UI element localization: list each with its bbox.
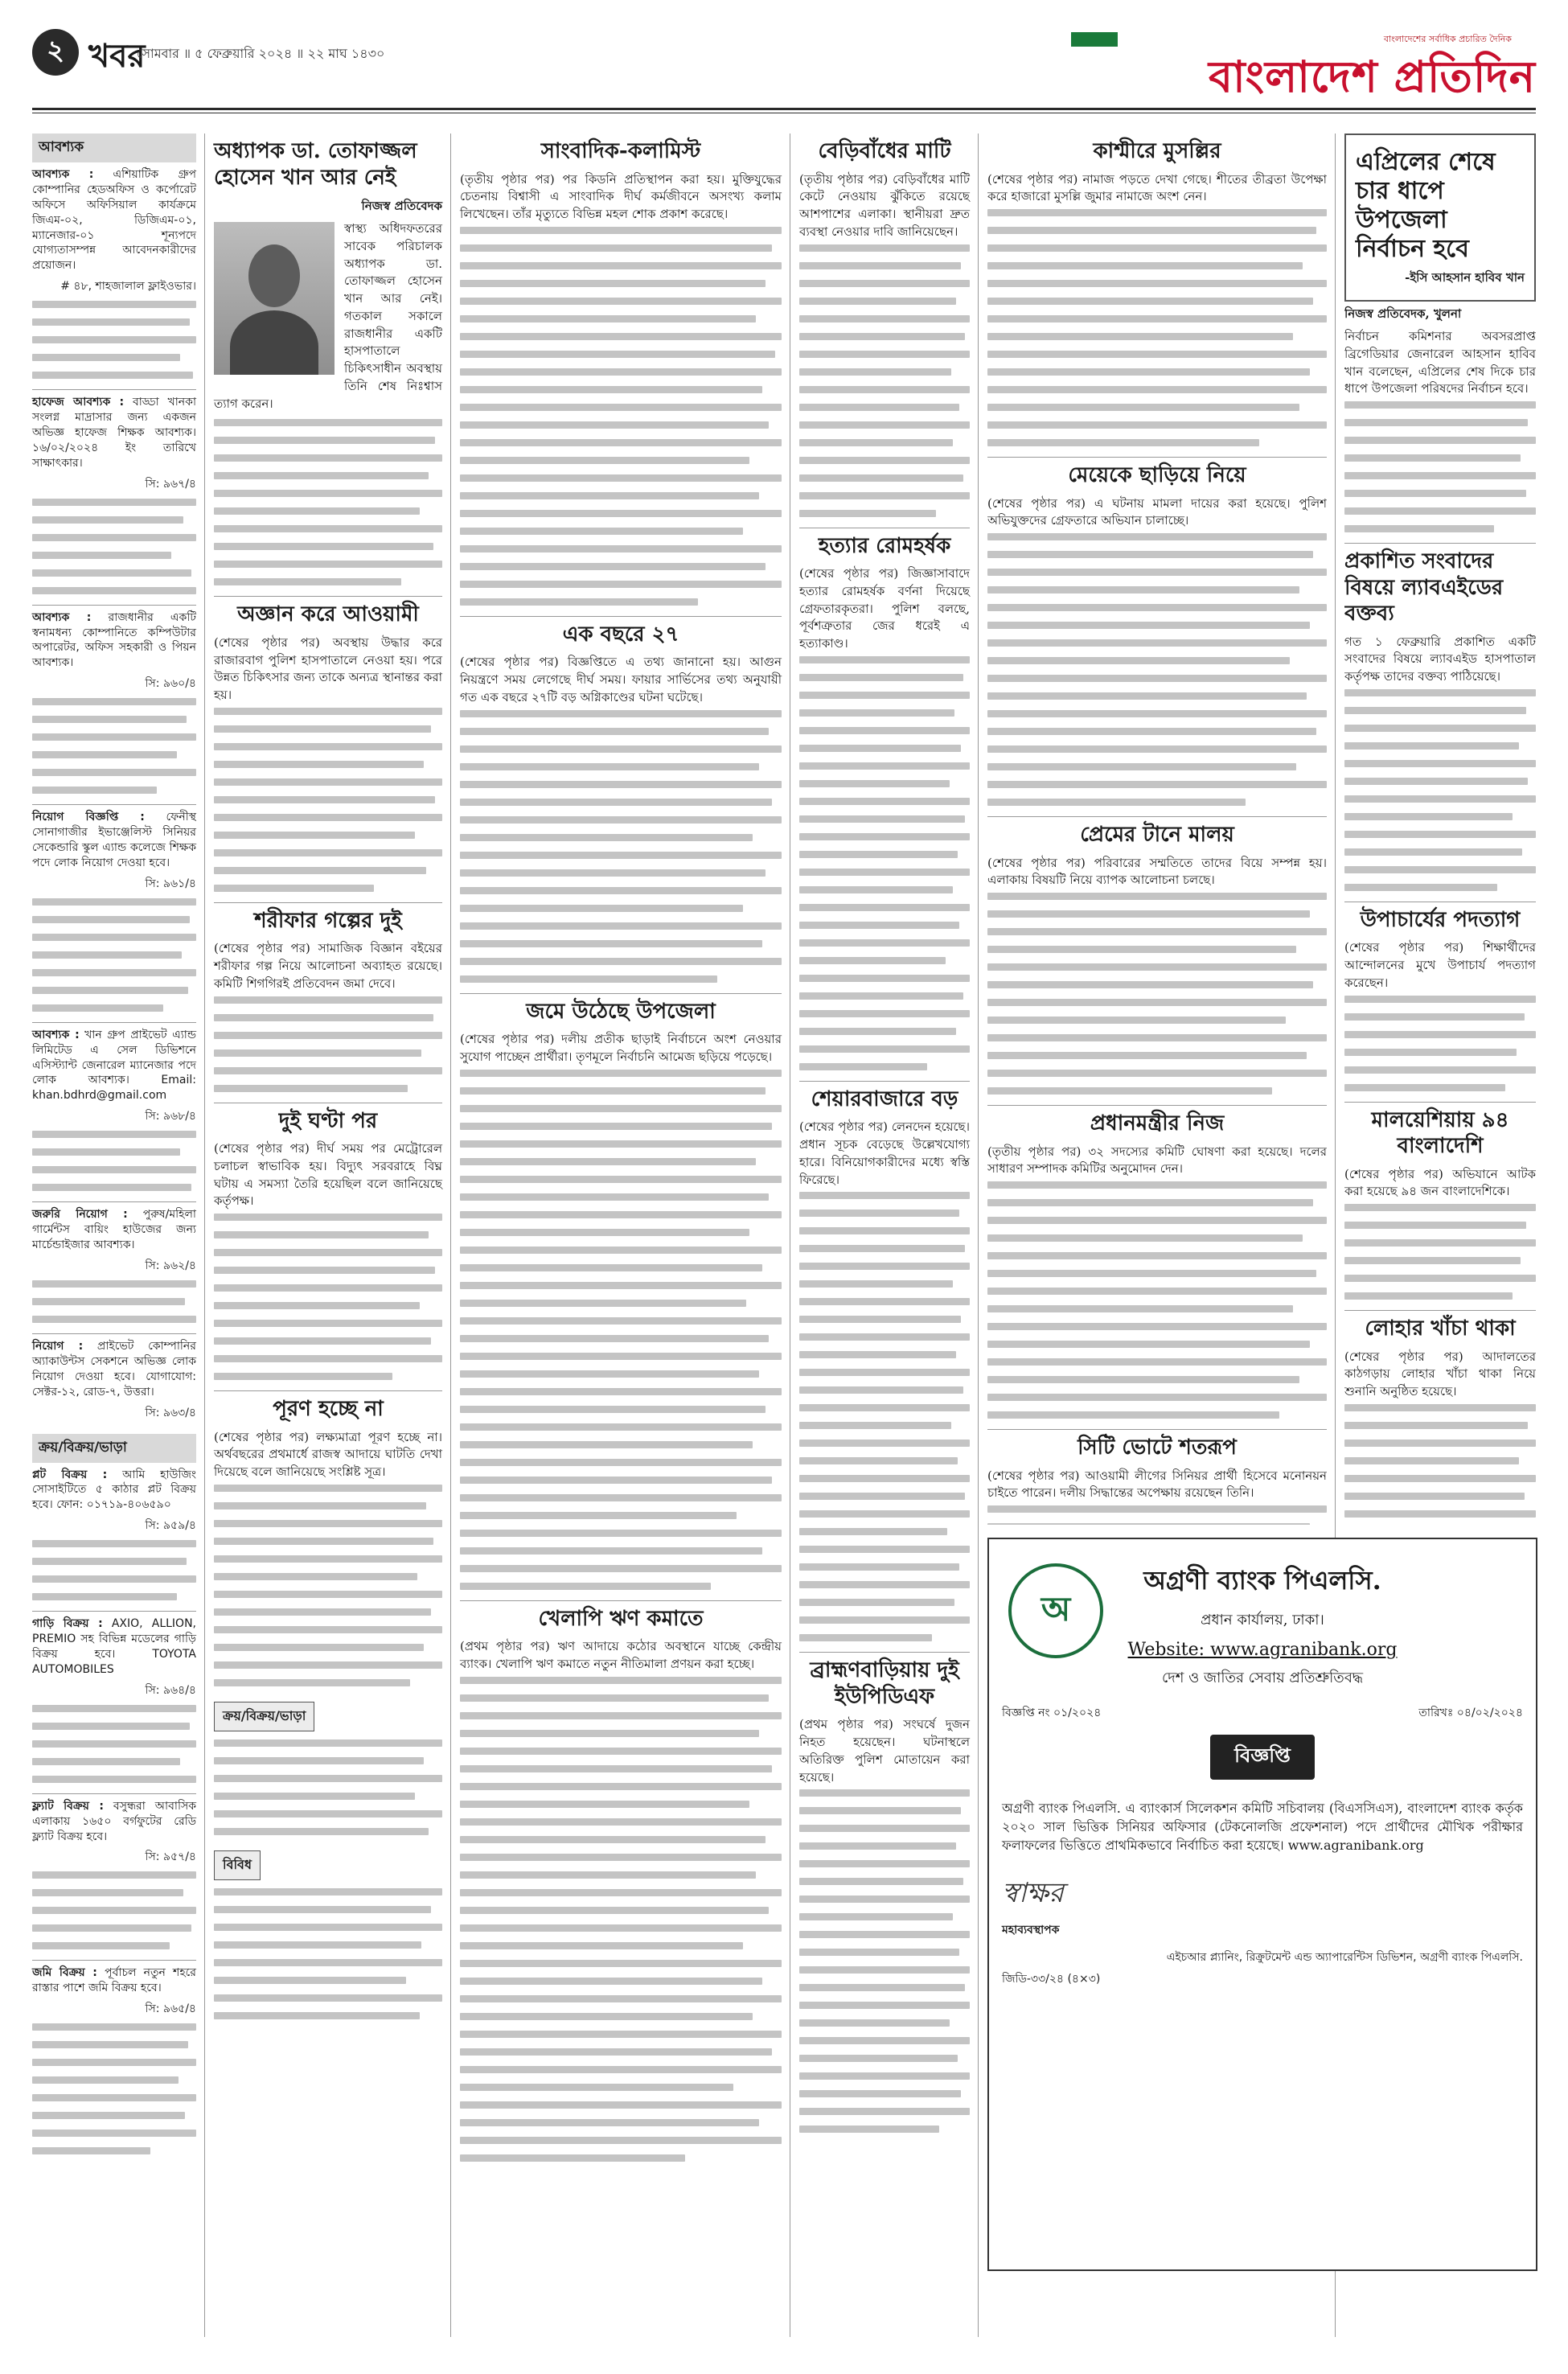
story-paragraph: (শেষের পৃষ্ঠার পর) পরিবারের সম্মতিতে তাদের বিয়ে সম্পন্ন হয়। এলাকায় বিষয়টি নিয়ে ব্যাপক আলোচনা চলছে। xyxy=(987,855,1327,888)
news-story xyxy=(214,1396,442,1686)
mini-section-title: বিবিধ xyxy=(214,1850,261,1880)
news-story xyxy=(214,1108,442,1381)
story-headline[interactable]: সাংবাদিক-কলামিস্ট xyxy=(540,139,701,163)
story-paragraph: (শেষের পৃষ্ঠার পর) দীর্ঘ সময় পর মেট্রোরেল চলাচল স্বাভাবিক হয়। বিদ্যুৎ সরবরাহে বিঘ্ন ঘটায় এ সমস্যা তৈরি হয়েছিল বলে জানিয়েছে কর্তৃপক্ষ। xyxy=(214,1141,442,1209)
news-story xyxy=(460,138,782,606)
ad-text: পুরুষ/মহিলা গার্মেন্টস বায়িং হাউজের জন্য মার্চেন্ডাইজার আবশ্যক। xyxy=(32,1208,196,1252)
story-paragraph: (শেষের পৃষ্ঠার পর) এ ঘটনায় মামলা দায়ের করা হয়েছে। পুলিশ অভিযুক্তদের গ্রেফতারে অভিযান চালাচ্ছে। xyxy=(987,495,1327,528)
ad-label: প্লট বিক্রয় : xyxy=(32,1468,108,1481)
notice-date: তারিখঃ ০৪/০২/২০২৪ xyxy=(1418,1707,1523,1719)
signer-office: এইচআর প্ল্যানিং, রিক্রুটমেন্ট এন্ড অ্যাপারেন্টিস ডিভিশন, অগ্রণী ব্যাংক পিএলসি. xyxy=(1166,1950,1523,1964)
news-story xyxy=(987,1435,1327,1525)
classified-ad xyxy=(32,395,196,594)
news-story xyxy=(1344,548,1536,891)
story-headline[interactable]: হত্যার রোমহর্ষক xyxy=(818,533,951,558)
story-paragraph: (শেষের পৃষ্ঠার পর) শিক্ষার্থীদের আন্দোলনের মুখে উপাচার্য পদত্যাগ করেছেন। xyxy=(1344,940,1536,990)
ad-contact: # ৪৮, শাহজালাল ফ্লাইওভার। xyxy=(60,280,196,294)
classified-ad xyxy=(32,1207,196,1323)
masthead xyxy=(32,29,1536,124)
news-story xyxy=(799,138,970,517)
story-paragraph: (তৃতীয় পৃষ্ঠার পর) বেড়িবাঁধের মাটি কেটে নেওয়ায় ঝুঁকিতে রয়েছে আশপাশের এলাকা। স্থানীয়রা দ্রুত ব্যবস্থা নেওয়ার দাবি জানিয়েছেন। xyxy=(799,171,970,239)
notice-body: অগ্রণী ব্যাংক পিএলসি. এ ব্যাংকার্স সিলেকশন কমিটি সচিবালয় (বিএসসিএস), বাংলাদেশ ব্যাংক কর্তৃক ২০২০ সাল ভিত্তিক সিনিয়র অফিসার (টেকনোলজি প্রফেশনাল) পদে প্রার্থীদের মৌখিক পরীক্ষার ফলাফলের ভিত্তিতে প্রাথমিকভাবে নির্বাচিত করা হয়েছে। www.agranibank.org xyxy=(1002,1800,1523,1853)
ad-code: জিডি-৩৩/২৪ (৪×৩) xyxy=(1002,1973,1101,1986)
story-paragraph: (শেষের পৃষ্ঠার পর) দলীয় প্রতীক ছাড়াই নির্বাচনে অংশ নেওয়ার সুযোগ পাচ্ছেন প্রার্থীরা। তৃণমূলে নির্বাচনি আমেজ ছড়িয়ে পড়েছে। xyxy=(460,1032,782,1064)
ad-label: আবশ্যক : xyxy=(32,610,92,624)
ad-contact: সি: ৯৬০/৪ xyxy=(145,677,196,691)
story-headline[interactable]: বেড়িবাঁধের মাটি xyxy=(818,139,951,163)
signer-title: মহাব্যবস্থাপক xyxy=(1002,1924,1060,1937)
story-headline[interactable]: পূরণ হচ্ছে না xyxy=(273,1397,384,1421)
header-rule xyxy=(32,108,1536,110)
classified-ad xyxy=(32,1028,196,1191)
news-column-2 xyxy=(214,133,442,2030)
classifieds-column xyxy=(32,133,196,2165)
story-headline[interactable]: শরীফার গল্পের দুই xyxy=(254,908,402,933)
classified-ad xyxy=(32,1616,196,1783)
news-story xyxy=(799,1086,970,1642)
news-story xyxy=(987,822,1327,1095)
notice-badge: বিজ্ঞপ্তি xyxy=(1210,1735,1315,1780)
ad-label: আবশ্যক : xyxy=(32,168,94,181)
story-headline[interactable]: প্রধানমন্ত্রীর নিজ xyxy=(1090,1111,1225,1136)
bank-name: অগ্রণী ব্যাংক পিএলসি. xyxy=(1143,1565,1381,1596)
classified-ad xyxy=(32,610,196,795)
story-headline[interactable]: প্রকাশিত সংবাদের বিষয়ে ল্যাবএইডের বক্তব্য xyxy=(1344,549,1504,626)
classified-ad xyxy=(32,1965,196,2154)
classified-ad xyxy=(32,1339,196,1423)
story-paragraph: (তৃতীয় পৃষ্ঠার পর) পর কিডনি প্রতিস্থাপন করা হয়। মুক্তিযুদ্ধের চেতনায় বিশ্বাসী এ সাংবাদিক দীর্ঘ কর্মজীবনে অসংখ্য কলাম লিখেছেন। তাঁর মৃত্যুতে বিভিন্ন মহল শোক প্রকাশ করেছে। xyxy=(460,171,782,221)
news-story xyxy=(799,1657,970,2133)
ad-contact: সি: ৯৬৪/৪ xyxy=(145,1683,196,1697)
story-headline[interactable]: লোহার খাঁচা থাকা xyxy=(1365,1316,1516,1341)
ad-label: নিয়োগ বিজ্ঞপ্তি : xyxy=(32,811,145,824)
news-story xyxy=(1344,907,1536,1091)
story-paragraph: (শেষের পৃষ্ঠার পর) লেনদেন হয়েছে। প্রধান সূচক বেড়েছে উল্লেখযোগ্য হারে। বিনিয়োগকারীদের মধ্যে স্বস্তি ফিরেছে। xyxy=(799,1119,970,1187)
ad-text: AXIO, ALLION, PREMIO সহ বিভিন্ন মডেলের গাড়ি বিক্রয় হবে। TOYOTA AUTOMOBILES xyxy=(32,1617,196,1676)
logo-mark-icon xyxy=(1071,32,1118,47)
story-paragraph: (শেষের পৃষ্ঠার পর) সামাজিক বিজ্ঞান বইয়ের শরীফার গল্প নিয়ে আলোচনা অব্যাহত রয়েছে। কমিটি শিগগিরই প্রতিবেদন জমা দেবে। xyxy=(214,941,442,991)
news-story xyxy=(987,138,1327,446)
classified-ad xyxy=(32,810,196,1012)
story-paragraph: (শেষের পৃষ্ঠার পর) আদালতের কাঠগড়ায় লোহার খাঁচা থাকা নিয়ে শুনানি অনুষ্ঠিত হয়েছে। xyxy=(1344,1349,1536,1399)
news-column-3 xyxy=(460,133,782,2172)
logo-tagline: বাংলাদেশের সর্বাধিক প্রচারিত দৈনিক xyxy=(1383,34,1512,44)
column-divider xyxy=(204,133,205,2337)
news-story xyxy=(987,1111,1327,1419)
ad-text: পূর্বাচল নতুন শহরে রাস্তার পাশে জমি বিক্রয় হবে। xyxy=(32,1966,196,1995)
news-story xyxy=(987,462,1327,806)
bank-office: প্রধান কার্যালয়, ঢাকা। xyxy=(1201,1612,1324,1629)
story-headline[interactable]: সিটি ভোটে শতরূপ xyxy=(1077,1435,1237,1460)
story-headline[interactable]: মেয়েকে ছাড়িয়ে নিয়ে xyxy=(1068,463,1246,487)
ad-text: বসুন্ধরা আবাসিক এলাকায় ১৬৫০ বর্গফুটের রেডি ফ্ল্যাট বিক্রয় হবে। xyxy=(32,1799,197,1843)
story-headline[interactable]: দুই ঘণ্টা পর xyxy=(278,1108,378,1133)
story-paragraph: (প্রথম পৃষ্ঠার পর) ঋণ আদায়ে কঠোর অবস্থানে যাচ্ছে কেন্দ্রীয় ব্যাংক। খেলাপি ঋণ কমাতে নতুন নীতিমালা প্রণয়ন করা হচ্ছে। xyxy=(460,1639,782,1671)
story-paragraph: (শেষের পৃষ্ঠার পর) নামাজ পড়তে দেখা গেছে। শীতের তীব্রতা উপেক্ষা করে হাজারো মুসল্লি জুমার নামাজে অংশ নেন। xyxy=(987,171,1327,204)
story-headline[interactable]: এক বছরে ২৭ xyxy=(562,622,679,647)
newspaper-logo[interactable]: বাংলাদেশ প্রতিদিন xyxy=(1209,51,1536,102)
story-paragraph: (প্রথম পৃষ্ঠার পর) সংঘর্ষে দুজন নিহত হয়েছেন। ঘটনাস্থলে অতিরিক্ত পুলিশ মোতায়েন করা হয়েছে। xyxy=(799,1717,970,1785)
mini-section-title: ক্রয়/বিক্রয়/ভাড়া xyxy=(214,1702,314,1731)
ad-label: জমি বিক্রয় : xyxy=(32,1966,97,1980)
news-story xyxy=(460,622,782,983)
story-headline[interactable]: মালয়েশিয়ায় ৯৪ বাংলাদেশি xyxy=(1371,1107,1509,1158)
ad-label: জরুরি নিয়োগ : xyxy=(32,1208,128,1222)
news-column-6 xyxy=(1344,133,1536,1525)
section-name: খবর xyxy=(88,38,146,75)
signature: স্বাক্ষর xyxy=(1002,1877,1064,1910)
classified-ad xyxy=(32,167,196,379)
page-number: ২ xyxy=(32,29,79,76)
ad-contact: সি: ৯৬৩/৪ xyxy=(145,1406,196,1419)
classified-ad xyxy=(32,1799,196,1950)
column-divider xyxy=(978,133,979,2337)
ad-contact: সি: ৯৬৮/৪ xyxy=(145,1110,196,1123)
ad-text: বাড্ডা খানকা সংলগ্ন মাদ্রাসার জন্য একজন অভিজ্ঞ হাফেজ শিক্ষক আবশ্যক। ১৬/০২/২০২৪ ইং তারিখে সাক্ষাৎকার। xyxy=(32,396,196,470)
featured-story-box xyxy=(1344,133,1536,302)
news-story xyxy=(214,908,442,1092)
date-line: সোমবার ॥ ৫ ফেব্রুয়ারি ২০২৪ ॥ ২২ মাঘ ১৪৩০ xyxy=(137,46,385,61)
bank-slogan: দেশ ও জাতির সেবায় প্রতিশ্রুতিবদ্ধ xyxy=(1161,1670,1364,1686)
story-paragraph: স্বাস্থ্য অধিদফতরের সাবেক পরিচালক অধ্যাপক ডা. তোফাজ্জল হোসেন খান আর নেই। গতকাল সকালে রাজধানীর একটি হাসপাতালে চিকিৎসাধীন অবস্থায় তিনি শেষ নিঃশ্বাস ত্যাগ করেন। xyxy=(214,221,442,411)
ad-text: প্রাইভেট কোম্পানির অ্যাকাউন্টস সেকশনে অভিজ্ঞ লোক নিয়োগ দেওয়া হবে। যোগাযোগ: সেক্টর-১২, রোড-৭, উত্তরা। xyxy=(32,1339,196,1399)
notice-ref: বিজ্ঞপ্তি নং ০১/২০২৪ xyxy=(1002,1707,1102,1719)
ad-contact: সি: ৯৬১/৪ xyxy=(145,877,196,890)
ad-text: ফেনীস্থ সোনাগাজীর ইভাঞ্জেলিস্ট সিনিয়র সেকেন্ডারি স্কুল এ্যান্ড কলেজে শিক্ষক পদে লোক নিয়োগ দেওয়া হবে। xyxy=(32,811,196,869)
story-headline[interactable]: উপাচার্যের পদত্যাগ xyxy=(1360,907,1521,932)
story-headline[interactable]: শেয়ারবাজারে বড় xyxy=(811,1086,958,1111)
story-paragraph: নির্বাচন কমিশনার অবসরপ্রাপ্ত ব্রিগেডিয়ার জেনারেল আহসান হাবিব খান বলেছেন, এপ্রিলের শেষ দিকে চার ধাপে উপজেলা পরিষদের নির্বাচন হবে। xyxy=(1344,329,1536,396)
agrani-bank-logo-icon: অ xyxy=(1008,1563,1103,1658)
news-story xyxy=(460,999,782,1590)
news-column-4 xyxy=(799,133,970,2143)
ad-text: রাজধানীর একটি স্বনামধন্য কোম্পানিতে কম্পিউটার অপারেটর, অফিস সহকারী ও পিয়ন আবশ্যক। xyxy=(32,610,196,670)
ad-contact: সি: ৯৫৭/৪ xyxy=(145,1850,196,1864)
story-headline[interactable]: ব্রাহ্মণবাড়িয়ায় দুই ইউপিডিএফ xyxy=(810,1658,959,1709)
ad-contact: সি: ৯৫৯/৪ xyxy=(145,1519,196,1533)
story-headline[interactable]: জমে উঠেছে উপজেলা xyxy=(526,999,716,1024)
story-headline[interactable]: এপ্রিলের শেষে চার ধাপে উপজেলা নির্বাচন হবে xyxy=(1356,148,1496,263)
bank-website-link[interactable]: Website: www.agranibank.org xyxy=(1127,1640,1398,1660)
story-headline[interactable]: অজ্ঞান করে আওয়ামী xyxy=(237,602,419,627)
classified-section-title: আবশ্যক xyxy=(32,133,196,162)
story-paragraph: (শেষের পৃষ্ঠার পর) অবস্থায় উদ্ধার করে রাজারবাগ পুলিশ হাসপাতালে নেওয়া হয়। পরে উন্নত চিকিৎসার জন্য তাকে অন্যত্র স্থানান্তর করা হয়। xyxy=(214,635,442,702)
story-paragraph: (শেষের পৃষ্ঠার পর) জিজ্ঞাসাবাদে হত্যার রোমহর্ষক বর্ণনা দিয়েছে গ্রেফতারকৃতরা। পুলিশ বলছে, পূর্বশত্রুতার জের ধরেই এ হত্যাকাণ্ড। xyxy=(799,566,970,651)
story-paragraph: (শেষের পৃষ্ঠার পর) বিজ্ঞপ্তিতে এ তথ্য জানানো হয়। আগুন নিয়ন্ত্রণে সময় লেগেছে দীর্ঘ সময়। ফায়ার সার্ভিসের তথ্য অনুযায়ী গত এক বছরে ২৭টি বড় অগ্নিকাণ্ডের ঘটনা ঘটেছে। xyxy=(460,655,782,704)
ad-label: আবশ্যক : xyxy=(32,1028,80,1041)
ad-text: আমি হাউজিং সোসাইটিতে ৫ কাঠার প্লট বিক্রয় হবে। ফোন: ০১৭১৯-৪০৬৫৯০ xyxy=(32,1468,196,1512)
ad-label: হাফেজ আবশ্যক : xyxy=(32,396,125,409)
classified-section-title: ক্রয়/বিক্রয়/ভাড়া xyxy=(32,1434,196,1463)
story-paragraph: (শেষের পৃষ্ঠার পর) আওয়ামী লীগের সিনিয়র প্রার্থী হিসেবে মনোনয়ন চাইতে পারেন। দলীয় সিদ্ধান্তের অপেক্ষায় রয়েছেন তিনি। xyxy=(987,1468,1327,1501)
story-paragraph: (শেষের পৃষ্ঠার পর) লক্ষ্যমাত্রা পূরণ হচ্ছে না। অর্থবছরের প্রথমার্ধে রাজস্ব আদায়ে ঘাটতি দেখা দিয়েছে বলে জানিয়েছে সংশ্লিষ্ট সূত্র। xyxy=(214,1429,442,1479)
news-column-5 xyxy=(987,133,1327,1525)
news-story xyxy=(1344,1107,1536,1300)
ad-contact: সি: ৯৬৫/৪ xyxy=(145,2002,196,2016)
news-story xyxy=(214,602,442,892)
story-byline: নিজস্ব প্রতিবেদক, খুলনা xyxy=(1344,306,1462,321)
classified-ad xyxy=(32,1468,196,1601)
ad-label: নিয়োগ : xyxy=(32,1339,84,1353)
story-paragraph: গত ১ ফেব্রুয়ারি প্রকাশিত একটি সংবাদের বিষয়ে ল্যাবএইড হাসপাতাল কর্তৃপক্ষ তাদের বক্তব্য পাঠিয়েছে। xyxy=(1344,634,1536,684)
portrait-photo xyxy=(214,222,335,375)
story-headline[interactable]: কাশ্মীরে মুসল্লির xyxy=(1093,139,1221,163)
story-byline: নিজস্ব প্রতিবেদক xyxy=(361,199,442,213)
ad-text: খান গ্রুপ প্রাইভেট এ্যান্ড লিমিটেড এ সেল ডিভিশনে এসিস্ট্যান্ট জেনারেল ম্যানেজার পদে লোক আবশ্যক। Email: khan.bdhrd@gmail.com xyxy=(32,1028,197,1103)
news-story xyxy=(799,533,970,1070)
ad-label: গাড়ি বিক্রয় : xyxy=(32,1617,103,1631)
story-headline[interactable]: প্রেমের টানে মালয় xyxy=(1080,823,1234,847)
story-headline[interactable]: খেলাপি ঋণ কমাতে xyxy=(538,1606,704,1631)
ad-contact: সি: ৯৬২/৪ xyxy=(145,1259,196,1272)
ad-contact: সি: ৯৬৭/৪ xyxy=(145,477,196,491)
column-divider xyxy=(450,133,451,2337)
news-story xyxy=(460,1606,782,2162)
story-paragraph: (শেষের পৃষ্ঠার পর) অভিযানে আটক করা হয়েছে ৯৪ জন বাংলাদেশিকে। xyxy=(1344,1166,1536,1199)
story-headline[interactable]: অধ্যাপক ডা. তোফাজ্জল হোসেন খান আর নেই xyxy=(214,139,417,190)
ad-label: ফ্ল্যাট বিক্রয় : xyxy=(32,1799,104,1813)
news-story xyxy=(1344,1316,1536,1525)
news-story xyxy=(214,138,442,585)
story-quote: -ইসি আহসান হাবিব খান xyxy=(1405,270,1525,285)
ad-text: এশিয়াটিক গ্রুপ কোম্পানির হেডঅফিস ও কর্পোরেট অফিসে অফিসিয়াল কার্যক্রমে জিএম-০২, ডিজিএম-০১, ম্যানেজার-০১ শূন্যপদে যোগ্যতাসম্পন্ন আবেদনকারীদের প্রয়োজন। xyxy=(32,168,197,273)
story-paragraph: (তৃতীয় পৃষ্ঠার পর) ৩২ সদস্যের কমিটি ঘোষণা করা হয়েছে। দলের সাধারণ সম্পাদক কমিটির অনুমোদন দেন। xyxy=(987,1144,1327,1177)
bank-advertisement xyxy=(987,1538,1537,2271)
